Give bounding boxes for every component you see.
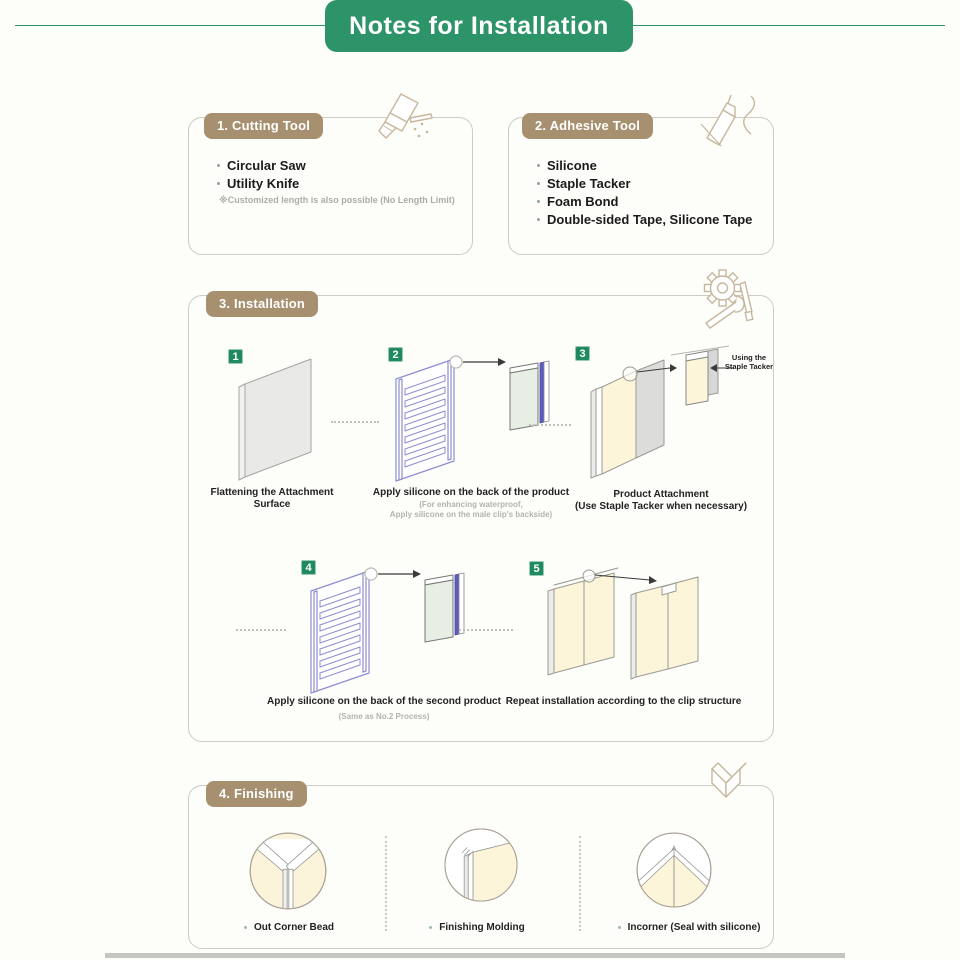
- out-corner-bead-diagram: [246, 829, 330, 913]
- step2-subcaption-2: Apply silicone on the male clip's backside): [389, 510, 553, 519]
- page-title-banner: [325, 0, 633, 52]
- list-item: [537, 174, 752, 192]
- finishing-caption-label: Finishing Molding: [439, 922, 525, 933]
- finishing-card: [188, 785, 774, 949]
- bullet-dot: [537, 164, 540, 167]
- finishing-molding-diagram: [441, 825, 521, 905]
- list-item-label: Silicone: [547, 157, 597, 173]
- finishing-caption: [599, 922, 779, 933]
- dotted-connector: [529, 424, 571, 426]
- list-item-label: Staple Tacker: [547, 175, 631, 191]
- step2-caption: Apply silicone on the back of the product: [372, 487, 570, 498]
- list-item-label: Double-sided Tape, Silicone Tape: [547, 211, 753, 227]
- dotted-divider: [579, 836, 581, 931]
- list-item-label: Utility Knife: [227, 175, 300, 191]
- bullet-dot: [244, 926, 247, 929]
- annotation-line1: Using the: [731, 353, 767, 362]
- step2-subcaption-1: (For enhancing waterproof,: [419, 500, 523, 509]
- finishing-label: 4. Finishing: [206, 781, 307, 807]
- incorner-diagram: [633, 829, 715, 911]
- silicone-gun-icon: [695, 90, 761, 148]
- cutting-tool-card: [188, 117, 473, 255]
- adhesive-tool-label: 2. Adhesive Tool: [522, 113, 653, 139]
- page-title: Notes for Installation: [349, 11, 609, 40]
- bullet-dot: [618, 926, 621, 929]
- list-item: [537, 156, 752, 174]
- dotted-divider: [385, 836, 387, 931]
- step-badge: 2: [388, 347, 403, 362]
- dotted-connector: [331, 421, 379, 423]
- step3-caption: Product Attachment: [613, 489, 709, 500]
- step-badge: 4: [301, 560, 316, 575]
- step-badge: 1: [228, 349, 243, 364]
- cutting-tool-label: 1. Cutting Tool: [204, 113, 323, 139]
- utility-knife-icon: [371, 90, 437, 144]
- step3-annotation: [723, 353, 775, 371]
- step3-caption-2: (Use Staple Tacker when necessary): [574, 501, 748, 512]
- finishing-caption-label: Incorner (Seal with silicone): [627, 922, 761, 933]
- step1-caption: Flattening the Attachment Surface: [210, 487, 334, 510]
- cutting-tool-list: [217, 156, 455, 206]
- bullet-dot: [217, 164, 220, 167]
- corner-profile-icon: [701, 760, 753, 810]
- list-item: [537, 210, 752, 228]
- bullet-dot: [537, 182, 540, 185]
- annotation-line2: Staple Tacker: [724, 362, 774, 371]
- installation-label: 3. Installation: [206, 291, 318, 317]
- list-item-label: Circular Saw: [227, 157, 306, 173]
- list-item-label: Foam Bond: [547, 193, 619, 209]
- step5-repeat-diagram: [526, 561, 766, 701]
- step4-caption: Apply silicone on the back of the second product: [267, 696, 501, 707]
- bullet-dot: [217, 182, 220, 185]
- gear-wrench-icon: [692, 264, 758, 332]
- bullet-dot: [537, 200, 540, 203]
- bullet-dot: [429, 926, 432, 929]
- cutting-tool-note: ※Customized length is also possible (No Length Limit): [219, 195, 455, 205]
- dotted-connector: [459, 629, 513, 631]
- step5-caption: Repeat installation according to the clip structure: [505, 696, 742, 707]
- finishing-caption: [397, 922, 557, 933]
- finishing-caption-label: Out Corner Bead: [253, 922, 334, 933]
- list-item: [537, 192, 752, 210]
- step-badge: 3: [575, 346, 590, 361]
- list-item: [217, 174, 455, 192]
- step1-panel-diagram: [229, 351, 339, 486]
- adhesive-tool-list: [537, 156, 752, 228]
- bullet-dot: [537, 218, 540, 221]
- list-item: [217, 156, 455, 174]
- step4-subcaption: (Same as No.2 Process): [338, 712, 430, 721]
- bottom-bar: [105, 953, 845, 958]
- adhesive-tool-card: [508, 117, 774, 255]
- finishing-caption: [209, 922, 369, 933]
- dotted-connector: [236, 629, 286, 631]
- installation-card: [188, 295, 774, 742]
- step-badge: 5: [529, 561, 544, 576]
- step2-silicone-diagram: [386, 351, 571, 486]
